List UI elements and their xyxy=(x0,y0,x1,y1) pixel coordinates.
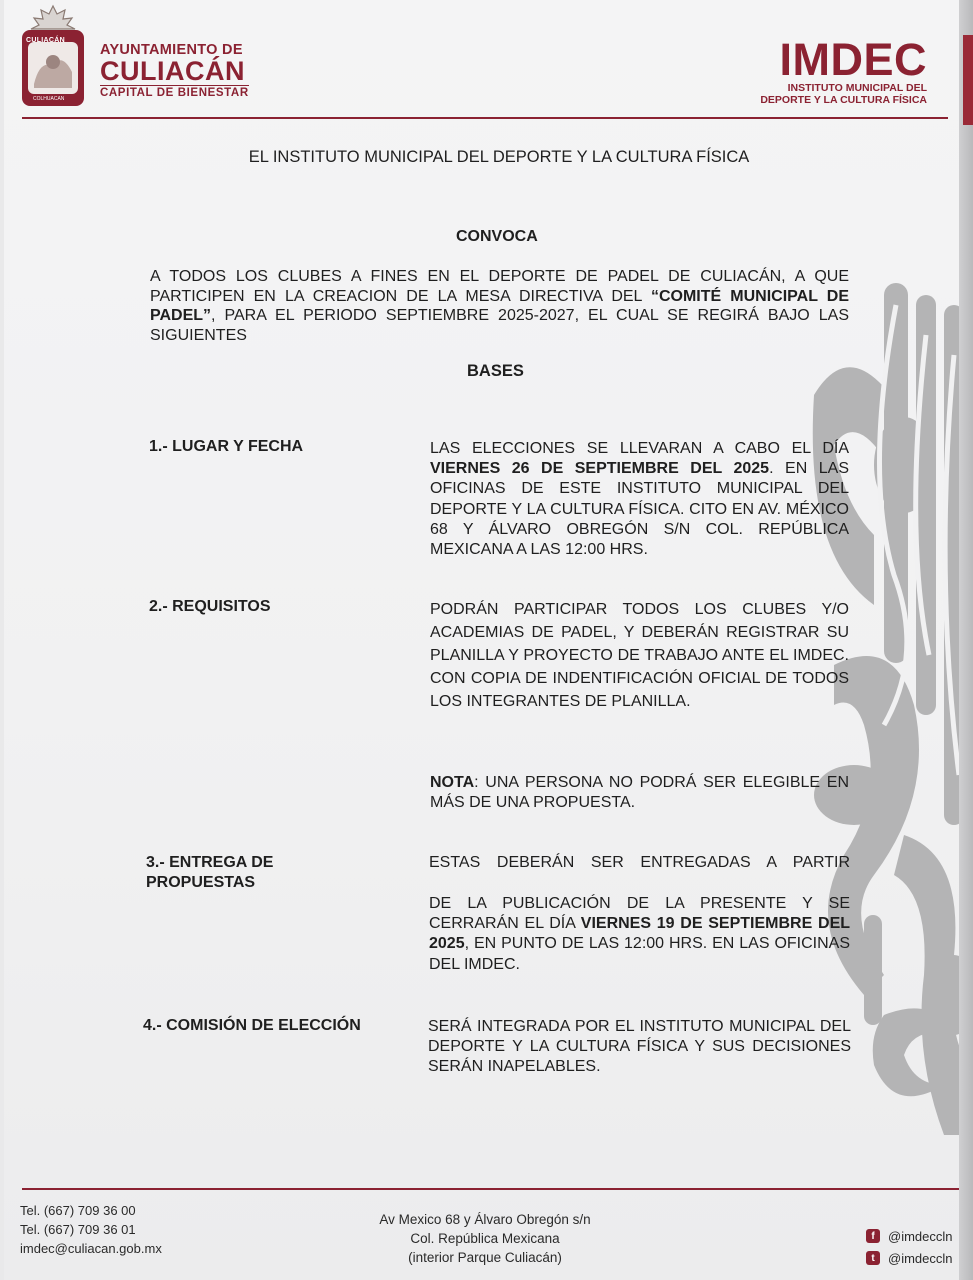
imdec-logo xyxy=(760,34,927,106)
convoca-heading: CONVOCA xyxy=(456,228,538,245)
ayuntamiento-line2: CULIACÁN xyxy=(100,56,245,86)
section-3-body xyxy=(429,894,850,975)
imdec-subtitle-1: INSTITUTO MUNICIPAL DEL xyxy=(787,82,927,94)
document-page xyxy=(4,0,959,1280)
section-2-note-label: NOTA xyxy=(430,774,475,791)
footer-address-1: Av Mexico 68 y Álvaro Obregón s/n xyxy=(379,1212,591,1227)
imdec-subtitle-2: DEPORTE Y LA CULTURA FÍSICA xyxy=(760,94,927,106)
ayuntamiento-logo xyxy=(100,42,249,99)
page-edge-accent xyxy=(963,35,973,125)
twitter-icon: t xyxy=(866,1251,880,1265)
footer-address-2: Col. República Mexicana xyxy=(410,1231,560,1246)
intro-committee-name: “COMITÉ MUNICIPAL DE PADEL” xyxy=(150,287,849,324)
section-2-note xyxy=(430,773,849,813)
footer-email: imdec@culiacan.gob.mx xyxy=(20,1241,162,1256)
section-2-body: PODRÁN PARTICIPAR TODOS LOS CLUBES Y/O ACADEMIAS DE PADEL, Y DEBERÁN REGISTRAR SU PLANILLA Y PROYECTO DE TRABAJO ANTE EL IMDEC. CON COPIA DE INDENTIFICACIÓN OFICIAL DE TODOS LOS INTEGRANTES DE PLANILLA. xyxy=(430,601,849,710)
footer-tel-1: Tel. (667) 709 36 00 xyxy=(20,1203,136,1218)
seal-sublabel: COLHUACAN xyxy=(33,96,65,102)
intro-text-1: A TODOS LOS CLUBES A FINES EN EL DEPORTE DE PADEL DE CULIACÁN, A QUE PARTICIPEN EN LA CREACION DE LA MESA DIRECTIVA DEL xyxy=(150,268,849,305)
seal-label: CULIACÁN xyxy=(26,37,65,44)
header-divider xyxy=(22,117,948,119)
document-title: EL INSTITUTO MUNICIPAL DEL DEPORTE Y LA CULTURA FÍSICA xyxy=(248,148,750,166)
section-1-body xyxy=(430,439,849,560)
section-4-label: 4.- COMISIÓN DE ELECCIÓN xyxy=(143,1017,361,1034)
section-3-text-b: , EN PUNTO DE LAS 12:00 HRS. EN LAS OFICINAS DEL IMDEC. xyxy=(429,935,850,973)
footer-contact xyxy=(20,1201,162,1258)
bases-heading: BASES xyxy=(467,362,524,380)
ayuntamiento-line1: AYUNTAMIENTO DE xyxy=(100,42,243,58)
section-3-label-line1: 3.- ENTREGA DE xyxy=(146,854,274,871)
section-1-date: VIERNES 26 DE SEPTIEMBRE DEL 2025 xyxy=(430,460,770,478)
facebook-icon: f xyxy=(866,1229,880,1243)
section-3-label xyxy=(146,853,273,893)
section-3-label-line2: PROPUESTAS xyxy=(146,874,256,891)
page-edge-shadow xyxy=(959,0,973,1280)
footer-social xyxy=(866,1225,953,1269)
twitter-handle: @imdeccln xyxy=(888,1250,953,1266)
footer-address-3: (interior Parque Culiacán) xyxy=(408,1250,562,1265)
footer-tel-2: Tel. (667) 709 36 01 xyxy=(20,1222,136,1237)
section-2-note-text: : UNA PERSONA NO PODRÁ SER ELEGIBLE EN MÁS DE UNA PROPUESTA. xyxy=(430,774,849,812)
intro-text-2: , PARA EL PERIODO SEPTIEMBRE 2025-2027, EL CUAL SE REGIRÁ BAJO LAS SIGUIENTES xyxy=(150,307,849,344)
section-1-text-a: LAS ELECCIONES SE LLEVARAN A CABO EL DÍA xyxy=(430,440,849,457)
section-1-label: 1.- LUGAR Y FECHA xyxy=(149,438,304,455)
facebook-handle: @imdeccln xyxy=(888,1228,953,1244)
section-1-text-b: . EN LAS OFICINAS DE ESTE INSTITUTO MUNICIPAL DEL DEPORTE Y LA CULTURA FÍSICA. CITO EN AV. MÉXICO 68 Y ÁLVARO OBREGÓN S/N COL. REPÚBLICA MEXICANA A LAS 12:00 HRS. xyxy=(430,460,850,559)
section-2-label: 2.- REQUISITOS xyxy=(149,598,271,615)
section-3-date: VIERNES 19 DE SEPTIEMBRE DEL 2025 xyxy=(429,915,851,953)
section-3-text-a: DE LA PUBLICACIÓN DE LA PRESENTE Y SE CERRARÁN EL DÍA xyxy=(429,895,850,933)
section-3-body-line1: ESTAS DEBERÁN SER ENTREGADAS A PARTIR xyxy=(429,854,850,871)
footer-address xyxy=(350,1210,620,1267)
imdec-wordmark: IMDEC xyxy=(779,34,927,85)
ayuntamiento-line3: CAPITAL DE BIENESTAR xyxy=(100,87,249,99)
facebook-row xyxy=(866,1225,953,1247)
intro-paragraph xyxy=(150,267,849,345)
twitter-row xyxy=(866,1247,953,1269)
section-4-body: SERÁ INTEGRADA POR EL INSTITUTO MUNICIPAL DEL DEPORTE Y LA CULTURA FÍSICA Y SUS DECISIONES SERÁN INAPELABLES. xyxy=(428,1018,851,1076)
footer-divider xyxy=(22,1188,962,1190)
